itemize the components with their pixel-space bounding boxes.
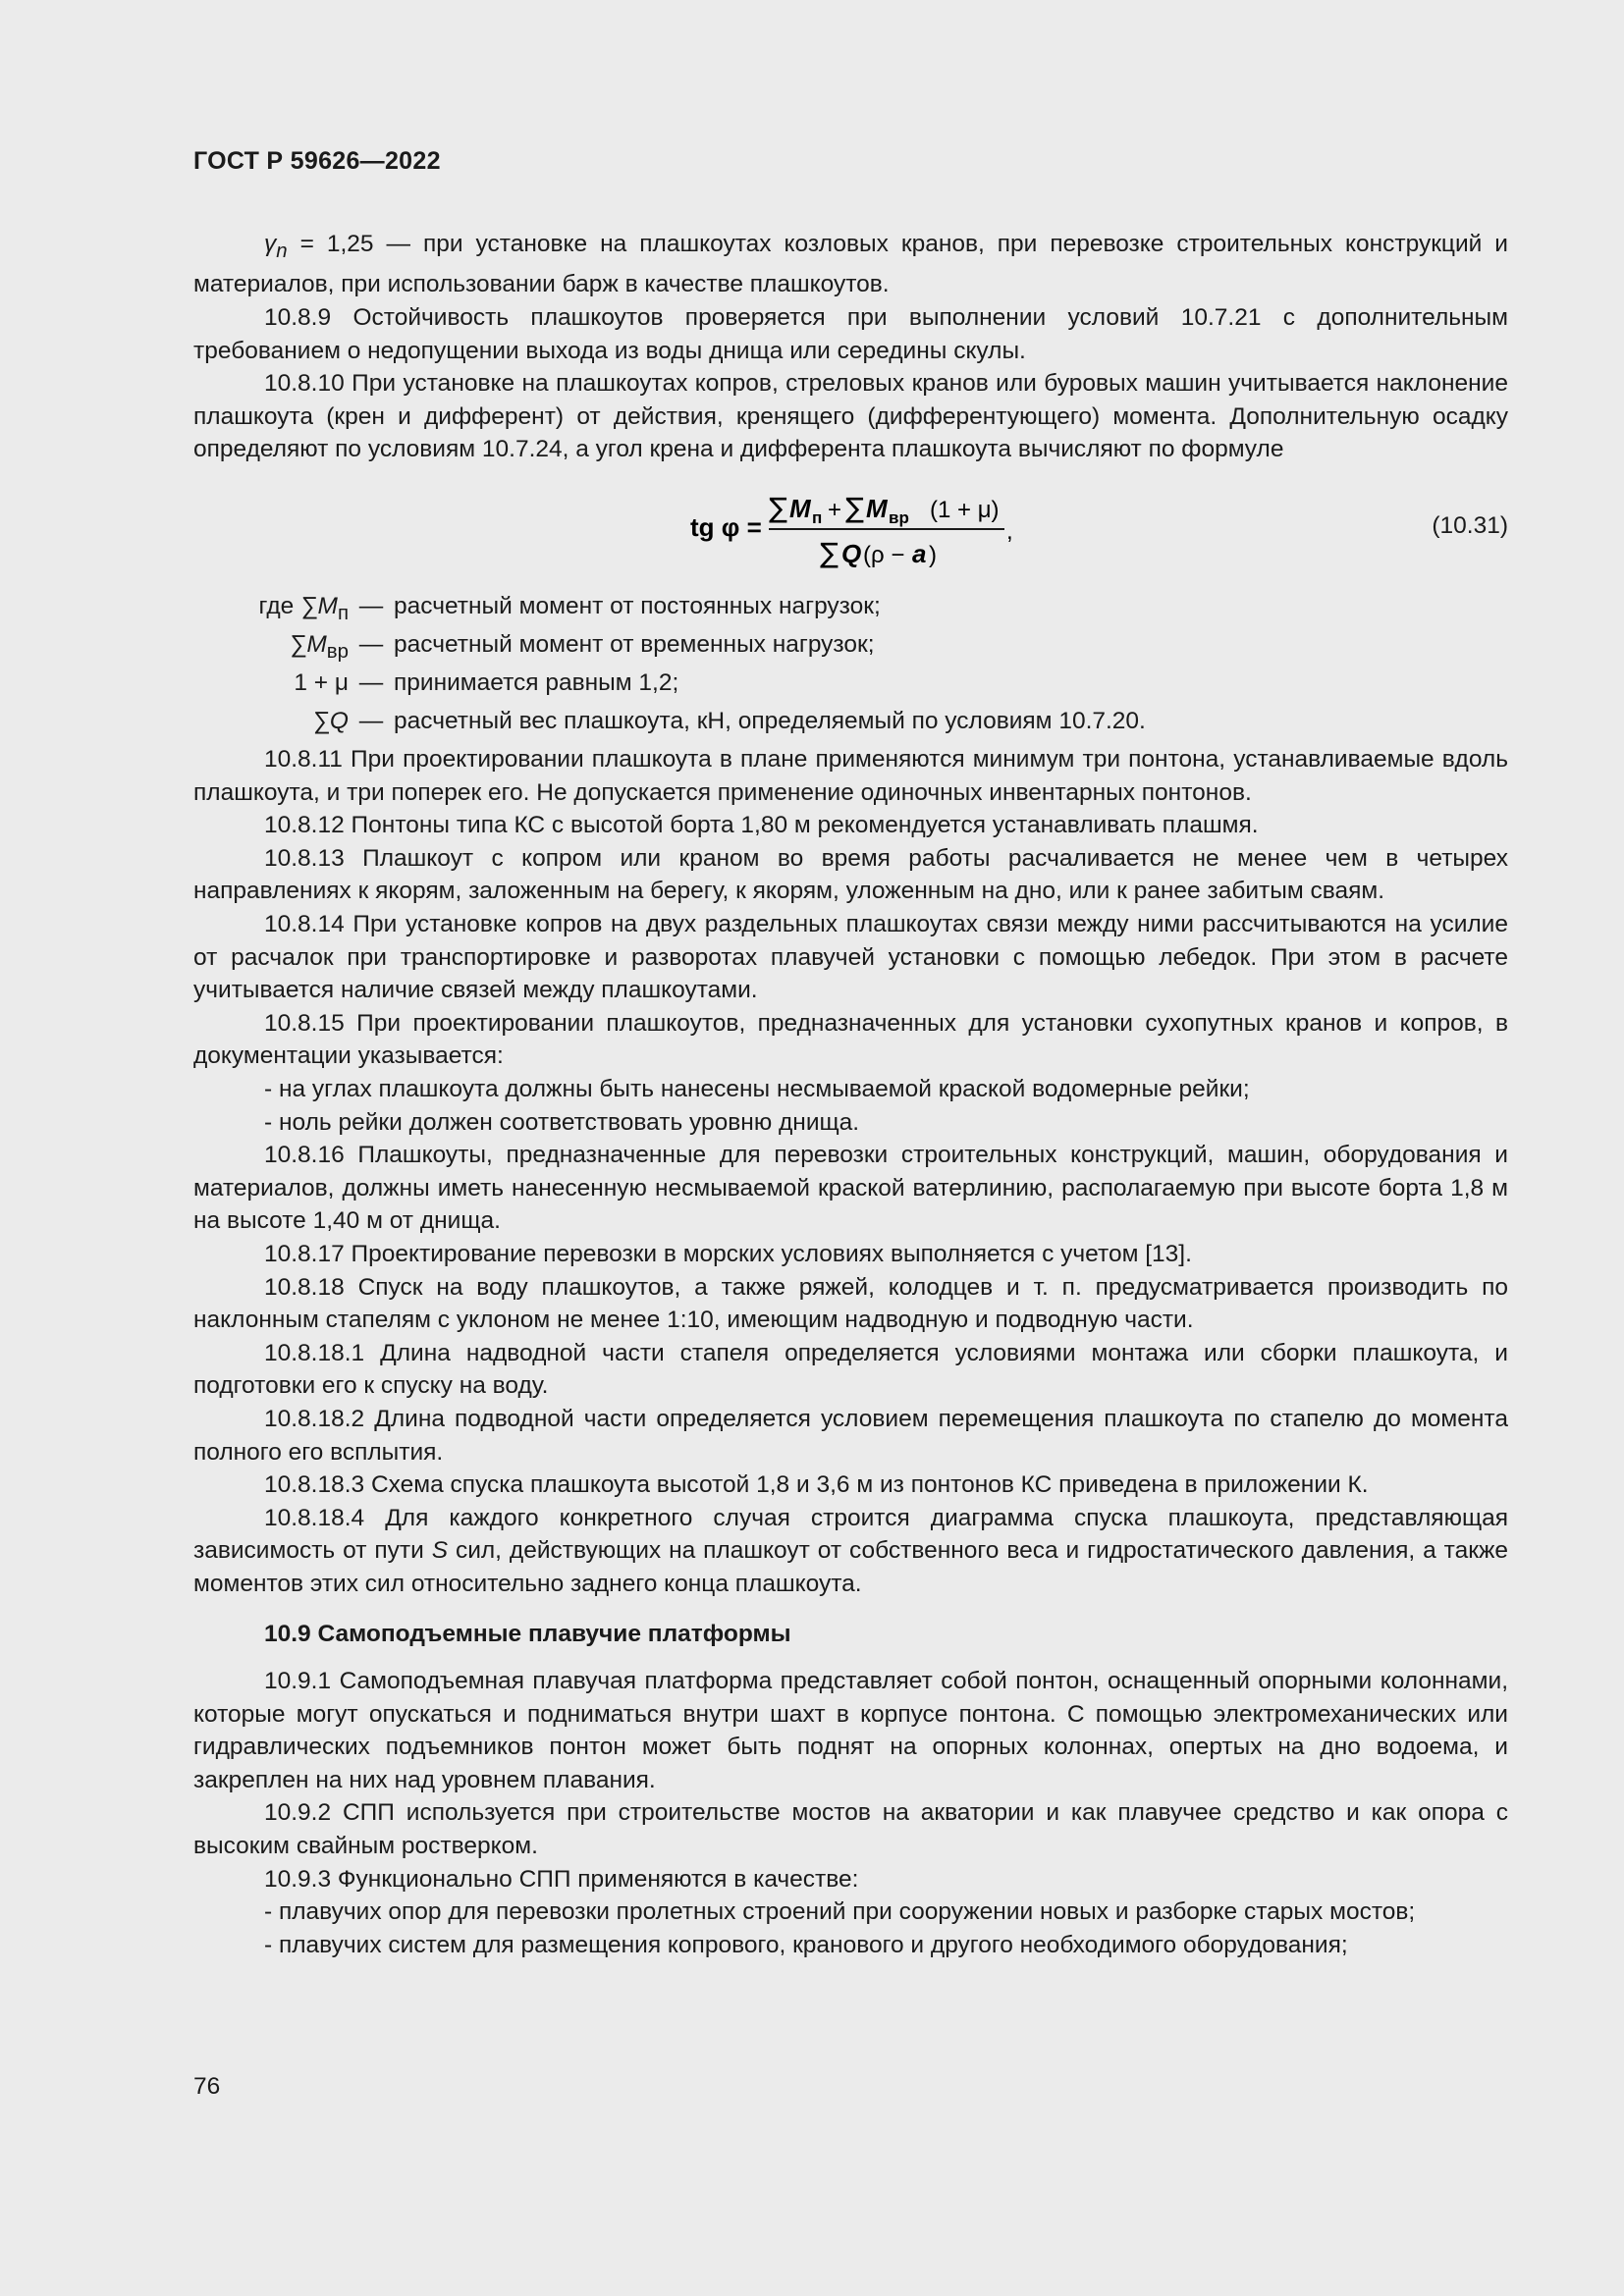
formula-sum-2: ∑ (845, 492, 864, 525)
formula-rho-open: (ρ − (863, 542, 905, 569)
paragraph-10-8-11: 10.8.11 При проектировании плашкоута в плане применяются минимум три понтона, устанавливаемые вдоль плашкоута, и три поперек его. Не допускается применение одиночных инвентарных понтонов. (193, 746, 1508, 806)
formula-a: a (912, 539, 927, 569)
where-lead: где (258, 593, 295, 620)
where-symbol: ∑Q (312, 708, 349, 735)
where-dash: — (358, 669, 384, 697)
paragraph-10-8-18-3: 10.8.18.3 Схема спуска плашкоута высотой 1,8 и 3,6 м из понтонов КС приведена в приложении К. (264, 1471, 1369, 1499)
paragraph-10-8-13: 10.8.13 Плашкоут с копром или краном во время работы расчаливается не менее чем в четырех направлениях к якорям, заложенным на берегу, к якорям, уложенным на дно, или к ранее забитым сваям. (193, 844, 1508, 905)
paragraph-10-8-17: 10.8.17 Проектирование перевозки в морских условиях выполняется с учетом [13]. (264, 1240, 1192, 1267)
paragraph-10-8-15: 10.8.15 При проектировании плашкоутов, предназначенных для установки сухопутных кранов и копров, в документации указывается: (193, 1009, 1508, 1070)
where-description: расчетный момент от постоянных нагрузок; (394, 593, 881, 620)
where-dash: — (358, 708, 384, 735)
where-symbol-base: ∑M (289, 631, 327, 659)
where-symbol-sub: п (337, 602, 349, 624)
formula-lhs: tg φ = (690, 512, 762, 543)
page-content (193, 228, 1508, 1961)
formula-rho-close: ) (929, 542, 937, 569)
formula-m-p: M (789, 494, 811, 524)
gamma-text: = 1,25 — при установке на плашкоутах козловых кранов, при перевозке строительных конструкций и материалов, при использовании барж в качестве плашкоутов. (193, 231, 1508, 298)
paragraph-text: сил, действующих на плашкоут от собственного веса и гидростатического давления, а также моментов этих сил относительно заднего конца плашкоута. (193, 1537, 1508, 1597)
paragraph-10-8-14: 10.8.14 При установке копров на двух раздельных плашкоутах связи между ними рассчитываются на усилие от расчалок при транспортировке и разворотах плавучей установки с помощью лебедок. При этом в расчете учитывается наличие связей между плашкоутами. (193, 911, 1508, 1004)
formula-10-31 (193, 472, 1508, 586)
paragraph-10-8-9: 10.8.9 Остойчивость плашкоутов проверяется при выполнении условий 10.7.21 с дополнительным требованием о недопущении выхода из воды днища или середины скулы. (193, 304, 1508, 364)
formula-plus: + (828, 497, 842, 524)
document-header: ГОСТ Р 59626—2022 (193, 147, 441, 175)
paragraph-10-9-1: 10.9.1 Самоподъемная плавучая платформа представляет собой понтон, оснащенный опорными колоннами, которые могут опускаться и подниматься внутри шахт в корпусе понтона. С помощью электромеханических или гидравлических подъемников понтон может быть поднят на опорных колоннах, опертых на дно водоема, и закреплен на них над уровнем плавания. (193, 1668, 1508, 1793)
list-item: - плавучих опор для перевозки пролетных строений при сооружении новых и разборке старых мостов; (264, 1898, 1416, 1926)
where-description: расчетный вес плашкоута, кН, определяемый по условиям 10.7.20. (394, 708, 1146, 735)
list-item: - плавучих систем для размещения копрового, кранового и другого необходимого оборудования; (264, 1931, 1348, 1958)
list-item: - на углах плашкоута должны быть нанесены несмываемой краской водомерные рейки; (264, 1075, 1250, 1102)
formula-m-vr-sub: вр (889, 508, 909, 528)
where-row (193, 628, 1508, 667)
paragraph-text: 10.8.18.4 Для каждого конкретного случая строится диаграмма спуска плашкоута, представляющая зависимость от пути (193, 1504, 1508, 1565)
equation-number: (10.31) (1432, 512, 1508, 540)
formula-sum-3: ∑ (820, 537, 839, 570)
where-row (193, 667, 1508, 705)
where-symbol: 1 + μ (294, 669, 349, 697)
paragraph-10-8-18: 10.8.18 Спуск на воду плашкоутов, а также ряжей, колодцев и т. п. предусматривается производить по наклонным стапелям с уклоном не менее 1:10, имеющим надводную и подводную части. (193, 1273, 1508, 1334)
where-description: принимается равным 1,2; (394, 669, 679, 697)
formula-comma: , (1006, 518, 1013, 546)
paragraph-10-8-18-4 (193, 1502, 1508, 1601)
formula-paren-mu: (1 + μ) (930, 497, 1000, 524)
paragraph-10-8-12: 10.8.12 Понтоны типа КС с высотой борта 1,80 м рекомендуется устанавливать плашмя. (264, 812, 1259, 839)
where-dash: — (358, 631, 384, 659)
where-dash: — (358, 593, 384, 620)
where-description: расчетный момент от временных нагрузок; (394, 631, 875, 659)
formula-m-p-sub: п (812, 508, 823, 528)
page-number: 76 (193, 2073, 221, 2100)
path-symbol: S (431, 1537, 449, 1565)
where-row (193, 590, 1508, 628)
section-heading-10-9: 10.9 Самоподъемные плавучие платформы (264, 1621, 791, 1648)
where-block (193, 590, 1508, 743)
formula-q: Q (841, 539, 862, 569)
gamma-symbol: γ (264, 231, 277, 257)
formula-graphic (690, 472, 1014, 586)
paragraph-10-8-16: 10.8.16 Плашкоуты, предназначенные для перевозки строительных конструкций, машин, оборудования и материалов, должны иметь нанесенную несмываемой краской ватерлинию, располагаемую при высоте борта 1,8 м на высоте 1,40 м от днища. (193, 1142, 1508, 1235)
formula-sum-1: ∑ (769, 492, 787, 525)
where-symbol-sub: вр (326, 640, 349, 663)
list-item: - ноль рейки должен соответствовать уровню днища. (264, 1108, 860, 1136)
where-symbol (193, 590, 349, 630)
formula-m-vr: M (866, 494, 888, 524)
where-symbol-base: ∑M (300, 593, 338, 620)
paragraph-10-9-3: 10.9.3 Функционально СПП применяются в качестве: (264, 1865, 859, 1893)
paragraph-10-9-2: 10.9.2 СПП используется при строительстве мостов на акватории и как плавучее средство и как опора с высоким свайным ростверком. (193, 1799, 1508, 1860)
paragraph-10-8-10: 10.8.10 При установке на плашкоутах копров, стреловых кранов или буровых машин учитывается наклонение плашкоута (крен и дифферент) от действия, кренящего (дифферентующего) момента. Дополнительную осадку определяют по условиям 10.7.24, а угол крена и дифферента плашкоута вычисляют по формуле (193, 370, 1508, 463)
paragraph-10-8-18-1: 10.8.18.1 Длина надводной части стапеля определяется условиями монтажа или сборки плашкоута, и подготовки его к спуску на воду. (193, 1339, 1508, 1400)
gamma-paragraph (193, 228, 1508, 301)
where-symbol (193, 628, 349, 668)
paragraph-10-8-18-2: 10.8.18.2 Длина подводной части определяется условием перемещения плашкоута по стапелю до момента полного его всплытия. (193, 1405, 1508, 1466)
where-row (193, 705, 1508, 743)
gamma-subscript: n (276, 240, 288, 262)
